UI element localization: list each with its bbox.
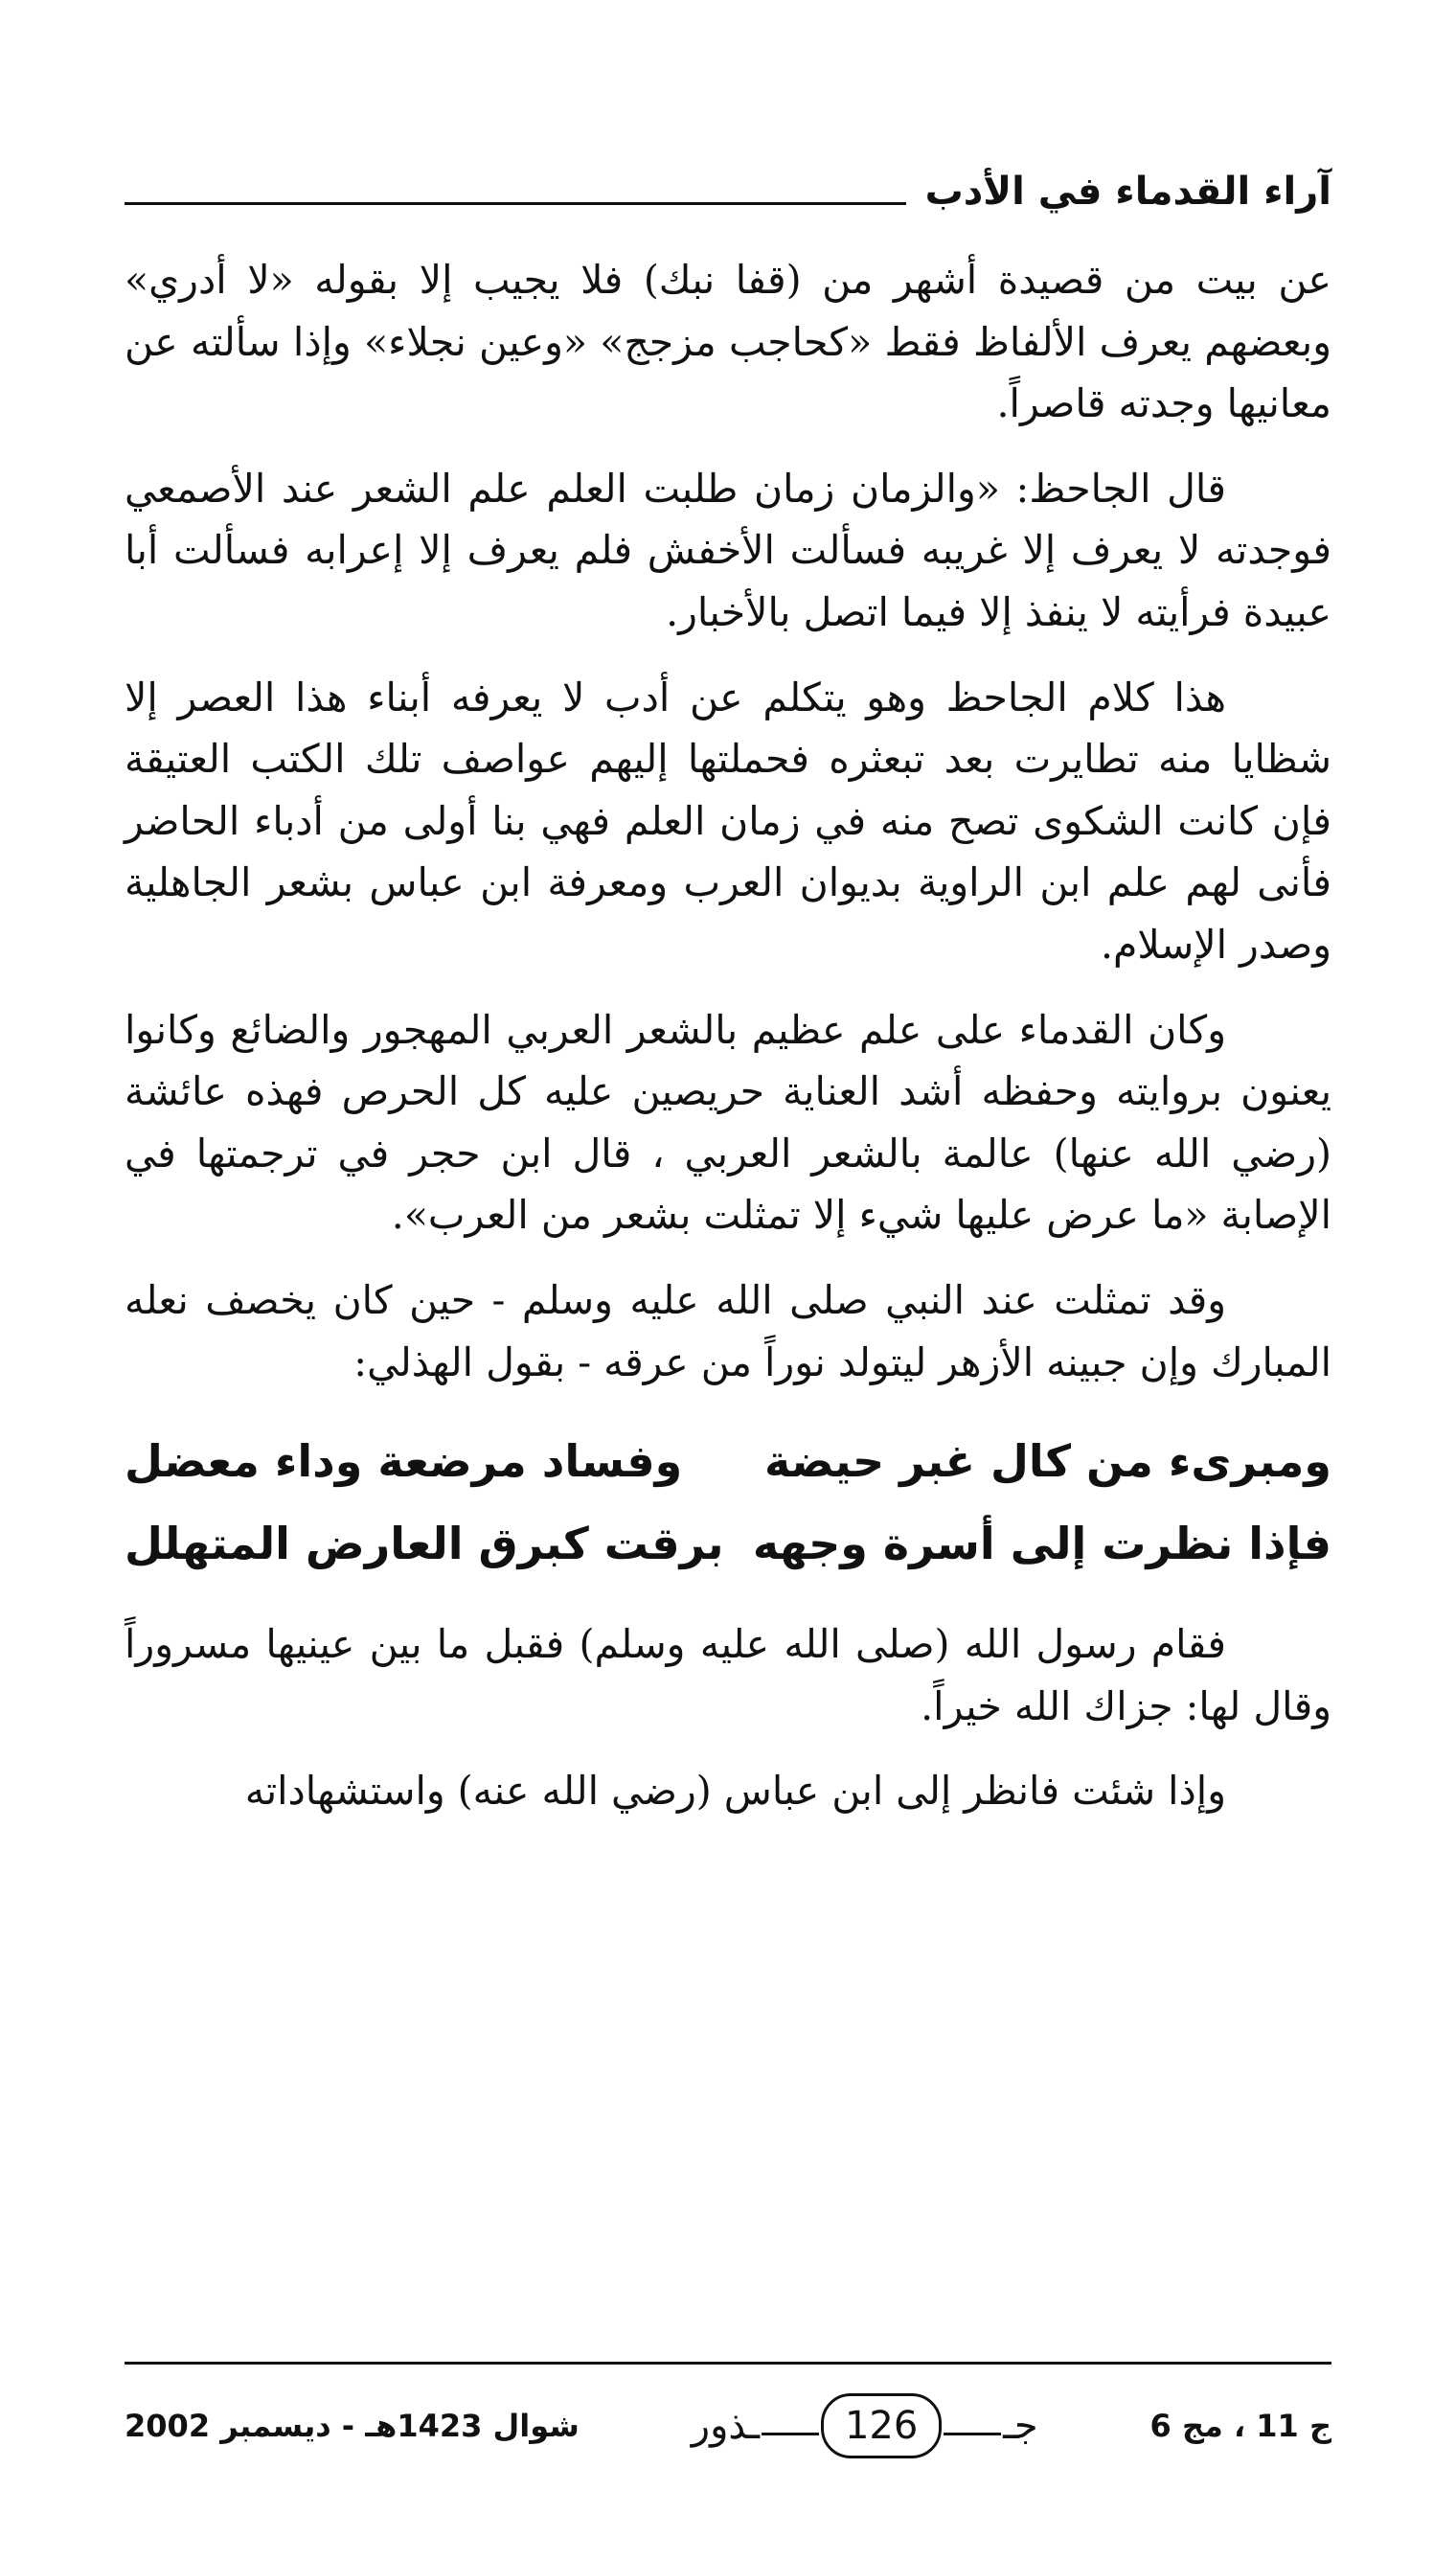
verse-line-1 <box>125 1420 1331 1502</box>
header-title: آراء القدماء في الأدب <box>924 170 1331 214</box>
header-rule <box>125 202 906 205</box>
paragraph-3: هذا كلام الجاحظ وهو يتكلم عن أدب لا يعرفه أبناء هذا العصر إلا شظايا منه تطايرت بعد تبعثره فحملتها إليهم عواصف تلك الكتب العتيقة فإن كانت الشكوى تصح منه في زمان العلم فهي بنا أولى من أدباء الحاضر فأنى لهم علم ابن الراوية بديوان العرب ومعرفة ابن عباس بشعر الجاهلية وصدر الإسلام. <box>125 674 1331 968</box>
paragraph-7: وإذا شئت فانظر إلى ابن عباس (رضي الله عنه) واستشهاداته <box>244 1768 1226 1815</box>
logo-dash <box>944 2433 1001 2435</box>
journal-name-right: ـذور <box>691 2404 761 2448</box>
journal-logo <box>692 2393 1038 2458</box>
poem-verses <box>125 1420 1331 1585</box>
verse-line-2 <box>125 1502 1331 1585</box>
journal-name-left: جـ <box>1003 2404 1038 2448</box>
page-number: 126 <box>821 2393 942 2458</box>
footer-volume: ج 11 ، مج 6 <box>1149 2408 1331 2444</box>
paragraph-6: فقام رسول الله (صلى الله عليه وسلم) فقبل ما بين عينيها مسروراً وقال لها: جزاك الله خيراً. <box>125 1621 1331 1729</box>
footer-date: شوال 1423هـ - ديسمبر 2002 <box>125 2408 580 2444</box>
paragraph-1: عن بيت من قصيدة أشهر من (قفا نبك) فلا يجيب إلا بقوله «لا أدري» وبعضهم يعرف الألفاظ فقط «كحاجب مزجج» «وعين نجلاء» وإذا سألته عن معانيها وجدته قاصراً. <box>125 257 1331 427</box>
footer-rule <box>125 2362 1331 2365</box>
running-header <box>125 144 1331 214</box>
verse-1-second-hemistich: وفساد مرضعة وداء معضل <box>125 1435 683 1488</box>
verse-2-second-hemistich: برقت كبرق العارض المتهلل <box>125 1518 724 1570</box>
paragraph-5: وقد تمثلت عند النبي صلى الله عليه وسلم - حين كان يخصف نعله المبارك وإن جبينه الأزهر ليتولد نوراً من عرقه - بقول الهذلي: <box>125 1276 1331 1385</box>
verse-2-first-hemistich: فإذا نظرت إلى أسرة وجهه <box>752 1518 1331 1570</box>
logo-dash <box>762 2433 819 2435</box>
article-body <box>125 249 1331 1845</box>
paragraph-2: قال الجاحظ: «والزمان زمان طلبت العلم علم الشعر عند الأصمعي فوجدته لا يعرف إلا غريبه فسألت الأخفش فلم يعرف إلا إعرابه فسألت أبا عبيدة فرأيته لا ينفذ إلا فيما اتصل بالأخبار. <box>125 465 1331 635</box>
verse-1-first-hemistich: ومبرىء من كال غبر حيضة <box>764 1435 1331 1488</box>
page-footer <box>125 2388 1331 2464</box>
paragraph-4: وكان القدماء على علم عظيم بالشعر العربي المهجور والضائع وكانوا يعنون بروايته وحفظه أشد العناية حريصين عليه كل الحرص فهذه عائشة (رضي الله عنها) عالمة بالشعر العربي ، قال ابن حجر في ترجمتها في الإصابة «ما عرض عليها شيء إلا تمثلت بشعر من العرب». <box>125 1006 1331 1239</box>
